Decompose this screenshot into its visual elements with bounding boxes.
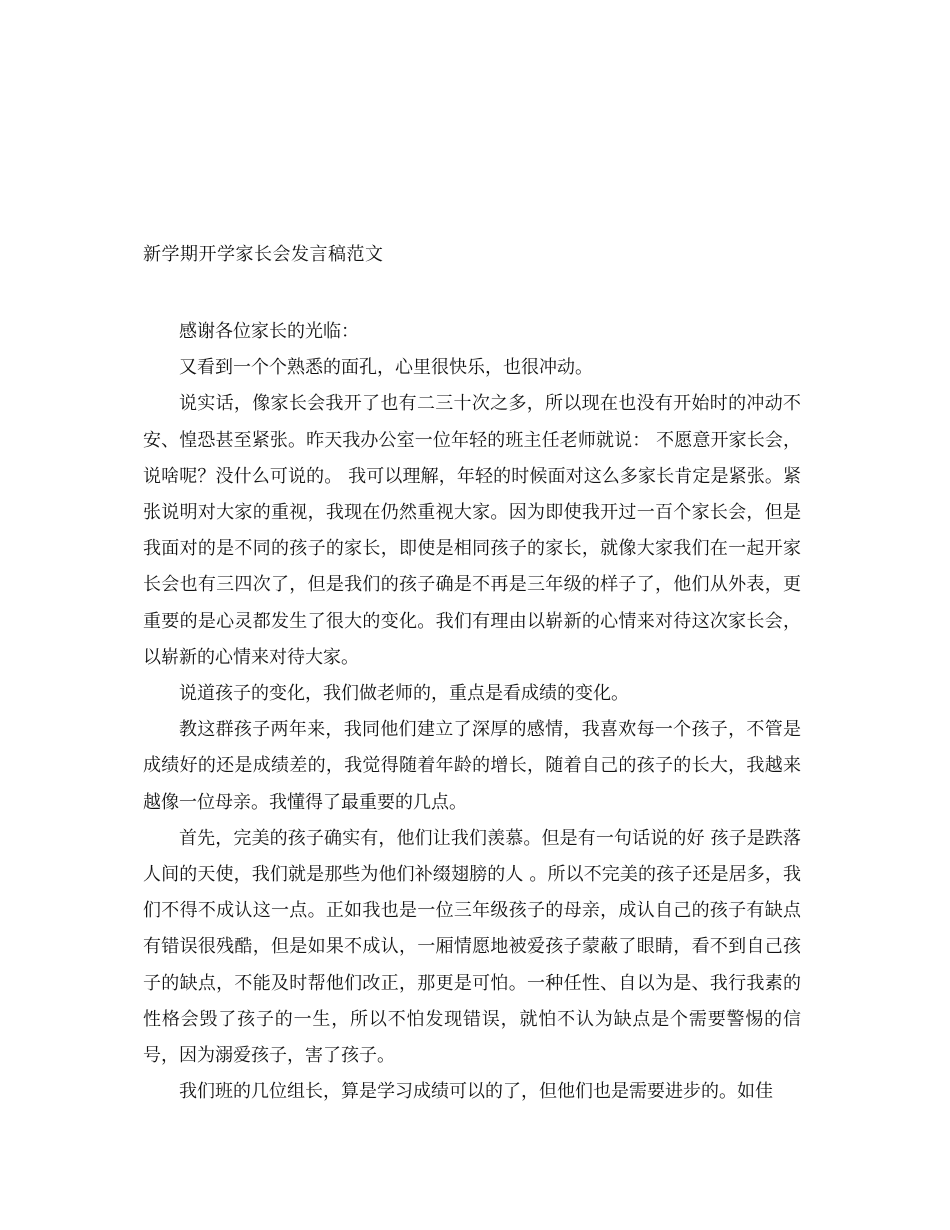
paragraph-changes: 说道孩子的变化，我们做老师的，重点是看成绩的变化。 bbox=[179, 683, 629, 705]
paragraph-feelings: 教这群孩子两年来，我同他们建立了深厚的感情，我喜欢每一个孩子，不管是成绩好的还是成绩差的，我觉得随着年龄的增长，随着自己的孩子的长大，我越来越像一位母亲。我懂得了最重要的几点。 bbox=[143, 719, 801, 813]
document-title: 新学期开学家长会发言稿范文 bbox=[143, 244, 384, 265]
document-body bbox=[143, 314, 801, 1110]
paragraph-greeting: 感谢各位家长的光临： bbox=[179, 321, 359, 342]
paragraph-first-point: 首先，完美的孩子确实有，他们让我们羡慕。但是有一句话说的好 孩子是跌落人间的天使，我们就是那些为他们补缀翅膀的人 。所以不完美的孩子还是居多，我们不得不成认这一点。正如我也是一位三年级孩子的母亲，成认自己的孩子有缺点有错误很残酷，但是如果不成认，一厢情愿地被爱孩子蒙蔽了眼睛，看不到自己孩子的缺点，不能及时帮他们改正，那更是可怕。一种任性、自以为是、我行我素的性格会毁了孩子的一生，所以不怕发现错误，就怕不认为缺点是个需要警惕的信号，因为溺爱孩子，害了孩子。 bbox=[143, 827, 801, 1067]
paragraph-intro: 又看到一个个熟悉的面孔，心里很快乐，也很冲动。 bbox=[179, 357, 593, 379]
paragraph-experience: 说实话，像家长会我开了也有二三十次之多，所以现在也没有开始时的冲动不安、惶恐甚至紧张。昨天我办公室一位年轻的班主任老师就说： 不愿意开家长会，说啥呢？没什么可说的。 我可以理解，年轻的时候面对这么多家长肯定是紧张。紧张说明对大家的重视，我现在仍然重视大家。因为即使我开过一百个家长会，但是我面对的是不同的孩子的家长，即使是相同孩子的家长，就像大家我们在一起开家长会也有三四次了，但是我们的孩子确是不再是三年级的样子了，他们从外表，更重要的是心灵都发生了很大的变化。我们有理由以崭新的心情来对待这次家长会，以崭新的心情来对待大家。 bbox=[143, 393, 801, 668]
paragraph-group-leaders: 我们班的几位组长，算是学习成绩可以的了，但他们也是需要进步的。如佳 bbox=[179, 1081, 773, 1103]
